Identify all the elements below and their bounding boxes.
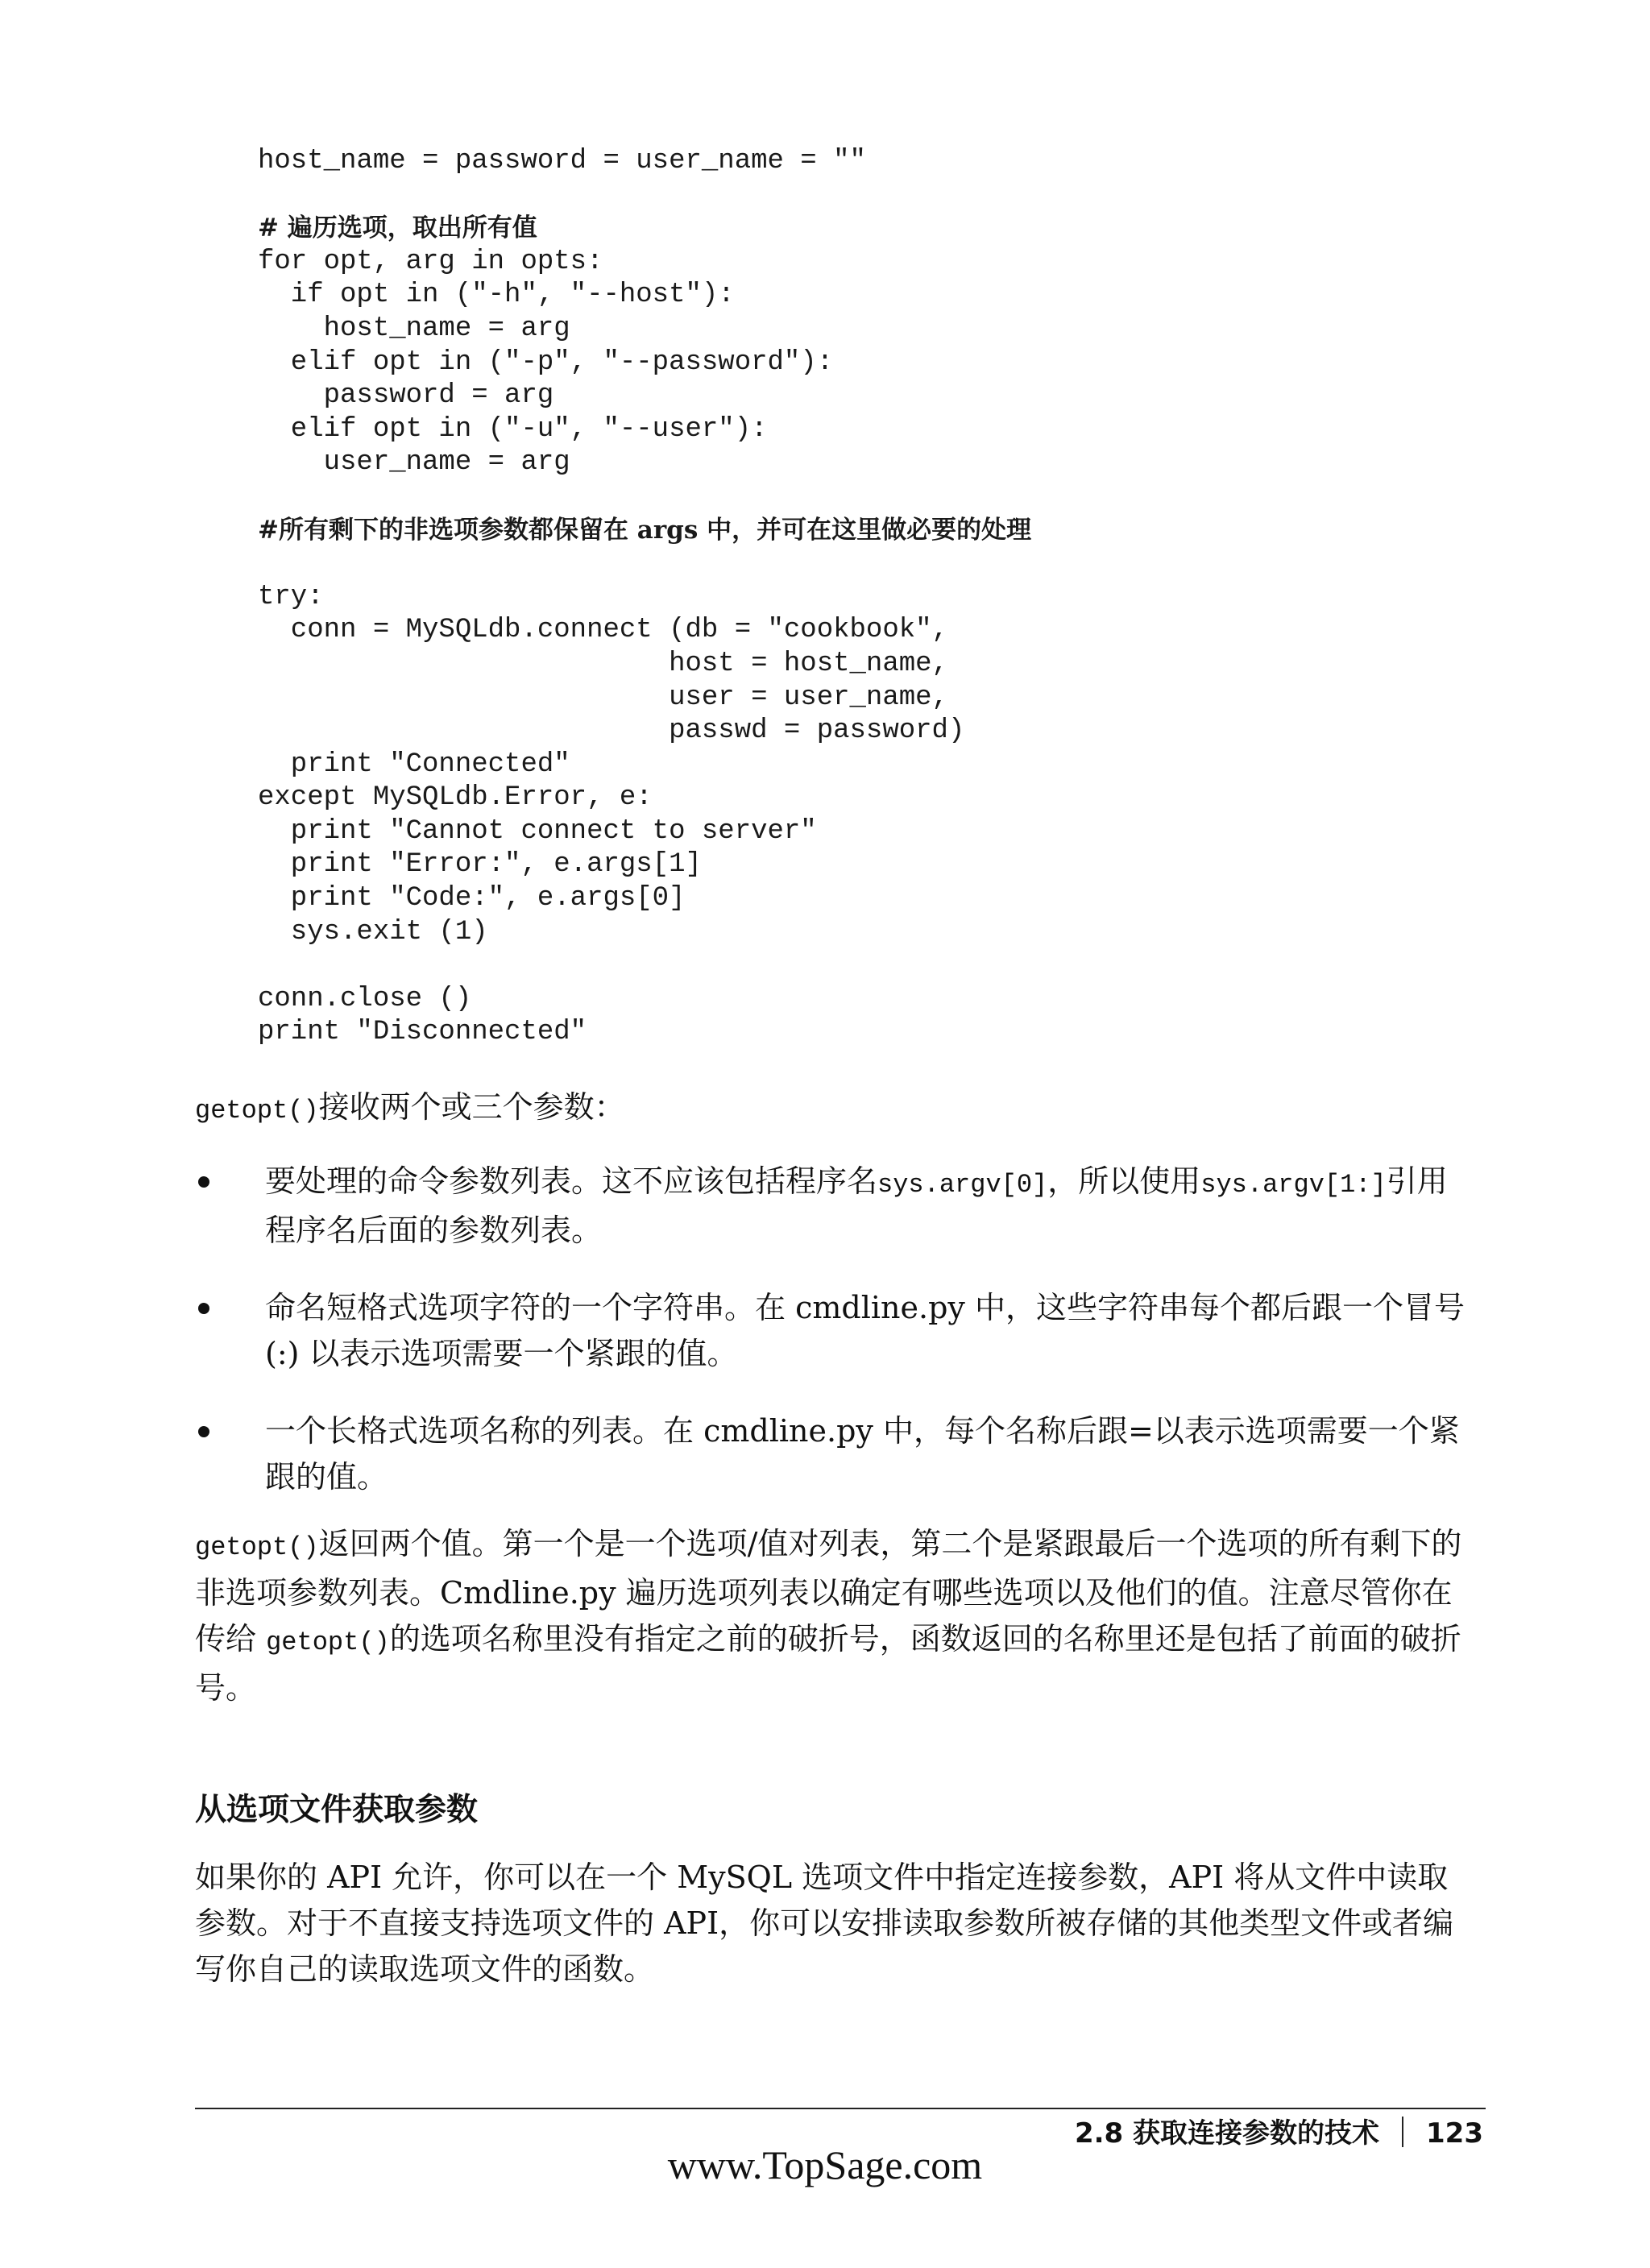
code-line: for opt, arg in opts: — [258, 246, 603, 277]
code-line: conn.close () — [258, 983, 472, 1014]
page-number: 123 — [1426, 2117, 1483, 2150]
code-line: print "Disconnected" — [258, 1017, 587, 1048]
inline-code: getopt() — [195, 1096, 319, 1126]
watermark: www.TopSage.com — [667, 2142, 983, 2187]
bullet-text: 命名短格式选项字符的一个字符串。在 cmdline.py 中，这些字符串每个都后跟一个冒号 (:) 以表示选项需要一个紧跟的值。 — [265, 1290, 1465, 1371]
inline-code: getopt() — [195, 1532, 319, 1562]
code-listing — [258, 145, 1031, 1050]
code-line: except MySQLdb.Error, e: — [258, 782, 653, 814]
code-line: user = user_name, — [258, 682, 948, 713]
code-line: sys.exit (1) — [258, 916, 488, 947]
inline-code: sys.argv[1:] — [1200, 1170, 1387, 1200]
footer-section-title: 2.8 获取连接参数的技术 — [1074, 2117, 1380, 2150]
code-line: host = host_name, — [258, 648, 948, 679]
code-line: print "Cannot connect to server" — [258, 815, 817, 847]
bullet-icon — [198, 1426, 209, 1437]
intro-text: 接收两个或三个参数： — [318, 1089, 625, 1125]
code-line: if opt in ("-h", "--host"): — [258, 280, 735, 311]
code-line — [258, 480, 1031, 514]
code-line — [258, 547, 1031, 581]
code-comment-line: # 遍历选项，取出所有值 — [258, 214, 537, 243]
code-line: host_name = password = user_name = "" — [258, 146, 866, 176]
list-item — [195, 1159, 1476, 1254]
intro-paragraph — [195, 1084, 1476, 1134]
section-body: 如果你的 API 允许，你可以在一个 MySQL 选项文件中指定连接参数，API 将从文件中读取参数。对于不直接支持选项文件的 API，你可以安排读取参数所被存储的其他类型文件或者编写你自己的读取选项文件的函数。 — [195, 1860, 1454, 1987]
section-heading: 从选项文件获取参数 — [195, 1792, 479, 1828]
code-line: host_name = arg — [258, 313, 570, 344]
list-item — [195, 1285, 1476, 1377]
bullet-icon — [198, 1176, 209, 1188]
returns-text: 的选项名称里没有指定之前的破折号，函数返回的名称里还是包括了前面的破折号。 — [195, 1621, 1461, 1706]
footer-divider — [195, 2108, 1486, 2109]
bullet-list — [195, 1159, 1476, 1532]
code-line — [258, 949, 1031, 983]
code-comment-line: #所有剩下的非选项参数都保留在 args 中，并可在这里做必要的处理 — [258, 515, 1032, 545]
code-line: password = arg — [258, 380, 554, 412]
code-line: try: — [258, 581, 324, 612]
code-line: elif opt in ("-u", "--user"): — [258, 413, 768, 445]
list-item — [195, 1408, 1476, 1500]
bullet-text: 引用程序名后面的参数列表。 — [265, 1163, 1448, 1248]
code-line: user_name = arg — [258, 447, 570, 479]
bullet-text: 要处理的命令参数列表。这不应该包括程序名 — [265, 1163, 878, 1199]
code-line: conn = MySQLdb.connect (db = "cookbook", — [258, 615, 948, 646]
inline-code: sys.argv[0] — [877, 1170, 1048, 1200]
returns-text: 返回两个值。第一个是一个选项/值对列表，第二个是紧跟最后一个选项的所有剩下的非选项参数列表。Cmdline.py 遍历选项列表以确定有哪些选项以及他们的值。注意尽管你在传给 — [195, 1526, 1462, 1656]
code-line: print "Connected" — [258, 748, 570, 780]
code-line: print "Code:", e.args[0] — [258, 883, 686, 914]
code-line: print "Error:", e.args[1] — [258, 849, 702, 881]
bullet-text: 一个长格式选项名称的列表。在 cmdline.py 中，每个名称后跟=以表示选项需要一个紧跟的值。 — [265, 1413, 1460, 1495]
code-line: passwd = password) — [258, 715, 965, 747]
bullet-icon — [198, 1303, 209, 1314]
code-line — [258, 179, 1031, 213]
bullet-text: ，所以使用 — [1047, 1163, 1201, 1199]
returns-paragraph — [195, 1521, 1476, 1711]
inline-code: getopt() — [266, 1627, 390, 1657]
code-line: elif opt in ("-p", "--password"): — [258, 346, 834, 378]
